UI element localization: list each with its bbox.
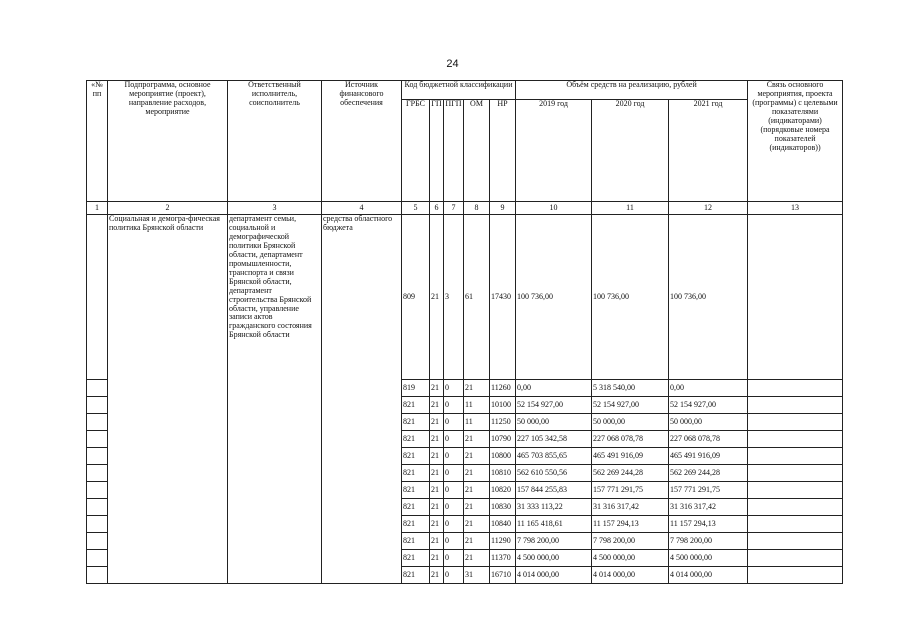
header-funds: Объём средств на реализацию, рублей — [516, 81, 748, 100]
column-number: 10 — [516, 202, 592, 215]
indicator-cell — [748, 431, 843, 448]
row-num-cell — [87, 448, 108, 465]
y2019-cell: 4 014 000,00 — [516, 567, 592, 584]
row-num-cell — [87, 397, 108, 414]
gp-cell: 21 — [430, 215, 444, 380]
column-number: 4 — [322, 202, 402, 215]
pgp-cell: 0 — [444, 499, 464, 516]
column-number: 11 — [592, 202, 669, 215]
y2020-cell: 50 000,00 — [592, 414, 669, 431]
indicator-cell — [748, 448, 843, 465]
grbs-cell: 821 — [402, 516, 430, 533]
column-number: 8 — [464, 202, 490, 215]
y2020-cell: 7 798 200,00 — [592, 533, 669, 550]
gp-cell: 21 — [430, 448, 444, 465]
column-number: 13 — [748, 202, 843, 215]
gp-cell: 21 — [430, 482, 444, 499]
y2019-cell: 562 610 550,56 — [516, 465, 592, 482]
grbs-cell: 821 — [402, 567, 430, 584]
indicator-cell — [748, 380, 843, 397]
row-num-cell — [87, 533, 108, 550]
budget-table — [86, 80, 843, 584]
om-cell: 11 — [464, 397, 490, 414]
indicator-cell — [748, 465, 843, 482]
executor-cell: департамент семьи, социальной и демографической политики Брянской области, департамент промышленности, транспорта и связи Брянской области, департамент строительства Брянской области, управление записи актов гражданского состояния Брянской области — [228, 215, 322, 584]
column-number: 12 — [669, 202, 748, 215]
grbs-cell: 821 — [402, 550, 430, 567]
y2019-cell: 4 500 000,00 — [516, 550, 592, 567]
pgp-cell: 0 — [444, 414, 464, 431]
row-num-cell — [87, 380, 108, 397]
om-cell: 31 — [464, 567, 490, 584]
column-number: 2 — [108, 202, 228, 215]
header-subprogram: Подпрограмма, основное мероприятие (проект), направление расходов, мероприятие — [108, 81, 228, 202]
y2021-cell: 157 771 291,75 — [669, 482, 748, 499]
nr-cell: 10100 — [490, 397, 516, 414]
indicator-cell — [748, 215, 843, 380]
grbs-cell: 821 — [402, 465, 430, 482]
pgp-cell: 0 — [444, 380, 464, 397]
page-number: 24 — [446, 58, 459, 70]
nr-cell: 16710 — [490, 567, 516, 584]
gp-cell: 21 — [430, 431, 444, 448]
grbs-cell: 819 — [402, 380, 430, 397]
column-number: 5 — [402, 202, 430, 215]
row-num-cell — [87, 516, 108, 533]
nr-cell: 17430 — [490, 215, 516, 380]
om-cell: 21 — [464, 533, 490, 550]
pgp-cell: 3 — [444, 215, 464, 380]
column-number-row — [87, 202, 843, 215]
header-indicators: Связь основного мероприятия, проекта (программы) с целевыми показателями (индикаторами) (порядковые номера показателей (индикаторов)) — [748, 81, 843, 202]
grbs-cell: 821 — [402, 533, 430, 550]
indicator-cell — [748, 414, 843, 431]
header-num: «№ пп — [87, 81, 108, 202]
column-number: 3 — [228, 202, 322, 215]
y2020-cell: 562 269 244,28 — [592, 465, 669, 482]
gp-cell: 21 — [430, 465, 444, 482]
y2020-cell: 227 068 078,78 — [592, 431, 669, 448]
nr-cell: 11260 — [490, 380, 516, 397]
y2020-cell: 52 154 927,00 — [592, 397, 669, 414]
gp-cell: 21 — [430, 516, 444, 533]
row-num-cell — [87, 567, 108, 584]
nr-cell: 10830 — [490, 499, 516, 516]
gp-cell: 21 — [430, 567, 444, 584]
y2021-cell: 11 157 294,13 — [669, 516, 748, 533]
header-row-1 — [87, 81, 843, 100]
y2020-cell: 465 491 916,09 — [592, 448, 669, 465]
indicator-cell — [748, 567, 843, 584]
column-number: 7 — [444, 202, 464, 215]
amount-2019-cell: 100 736,00 — [516, 215, 592, 380]
pgp-cell: 0 — [444, 533, 464, 550]
y2019-cell: 465 703 855,65 — [516, 448, 592, 465]
y2019-cell: 50 000,00 — [516, 414, 592, 431]
y2020-cell: 4 500 000,00 — [592, 550, 669, 567]
om-cell: 21 — [464, 448, 490, 465]
gp-cell: 21 — [430, 397, 444, 414]
table-row — [87, 215, 843, 380]
om-cell: 11 — [464, 414, 490, 431]
grbs-cell: 821 — [402, 499, 430, 516]
amount-2021-cell: 100 736,00 — [669, 215, 748, 380]
gp-cell: 21 — [430, 414, 444, 431]
column-number: 9 — [490, 202, 516, 215]
subprogram-cell: Социальная и демогра-фическая политика Брянской области — [108, 215, 228, 584]
header-nr: НР — [490, 100, 516, 202]
nr-cell: 11370 — [490, 550, 516, 567]
om-cell: 21 — [464, 380, 490, 397]
indicator-cell — [748, 397, 843, 414]
grbs-cell: 821 — [402, 448, 430, 465]
y2019-cell: 31 333 113,22 — [516, 499, 592, 516]
y2020-cell: 31 316 317,42 — [592, 499, 669, 516]
om-cell: 21 — [464, 516, 490, 533]
y2019-cell: 0,00 — [516, 380, 592, 397]
gp-cell: 21 — [430, 499, 444, 516]
source-cell: средства областного бюджета — [322, 215, 402, 584]
indicator-cell — [748, 499, 843, 516]
grbs-cell: 821 — [402, 431, 430, 448]
y2020-cell: 11 157 294,13 — [592, 516, 669, 533]
header-gp: ГП — [430, 100, 444, 202]
pgp-cell: 0 — [444, 550, 464, 567]
row-num-cell — [87, 215, 108, 380]
nr-cell: 11290 — [490, 533, 516, 550]
indicator-cell — [748, 550, 843, 567]
grbs-cell: 809 — [402, 215, 430, 380]
header-om: ОМ — [464, 100, 490, 202]
nr-cell: 10840 — [490, 516, 516, 533]
y2021-cell: 31 316 317,42 — [669, 499, 748, 516]
y2019-cell: 7 798 200,00 — [516, 533, 592, 550]
pgp-cell: 0 — [444, 431, 464, 448]
row-num-cell — [87, 465, 108, 482]
pgp-cell: 0 — [444, 516, 464, 533]
nr-cell: 10820 — [490, 482, 516, 499]
y2021-cell: 50 000,00 — [669, 414, 748, 431]
header-executor: Ответственный исполнитель, соисполнитель — [228, 81, 322, 202]
amount-2020-cell: 100 736,00 — [592, 215, 669, 380]
column-number: 6 — [430, 202, 444, 215]
header-grbs: ГРБС — [402, 100, 430, 202]
pgp-cell: 0 — [444, 397, 464, 414]
y2021-cell: 4 500 000,00 — [669, 550, 748, 567]
header-2021: 2021 год — [669, 100, 748, 202]
row-num-cell — [87, 482, 108, 499]
row-num-cell — [87, 550, 108, 567]
om-cell: 21 — [464, 431, 490, 448]
header-2020: 2020 год — [592, 100, 669, 202]
y2019-cell: 227 105 342,58 — [516, 431, 592, 448]
om-cell: 21 — [464, 465, 490, 482]
y2021-cell: 4 014 000,00 — [669, 567, 748, 584]
y2020-cell: 5 318 540,00 — [592, 380, 669, 397]
y2021-cell: 465 491 916,09 — [669, 448, 748, 465]
header-budget-code: Код бюджетной классификации — [402, 81, 516, 100]
y2020-cell: 4 014 000,00 — [592, 567, 669, 584]
pgp-cell: 0 — [444, 448, 464, 465]
header-2019: 2019 год — [516, 100, 592, 202]
pgp-cell: 0 — [444, 482, 464, 499]
om-cell: 21 — [464, 482, 490, 499]
grbs-cell: 821 — [402, 397, 430, 414]
gp-cell: 21 — [430, 533, 444, 550]
gp-cell: 21 — [430, 380, 444, 397]
grbs-cell: 821 — [402, 414, 430, 431]
row-num-cell — [87, 431, 108, 448]
y2021-cell: 0,00 — [669, 380, 748, 397]
grbs-cell: 821 — [402, 482, 430, 499]
y2021-cell: 52 154 927,00 — [669, 397, 748, 414]
y2021-cell: 562 269 244,28 — [669, 465, 748, 482]
column-number: 1 — [87, 202, 108, 215]
header-pgp: ПГП — [444, 100, 464, 202]
nr-cell: 11250 — [490, 414, 516, 431]
nr-cell: 10790 — [490, 431, 516, 448]
header-source: Источник финансового обеспечения — [322, 81, 402, 202]
y2019-cell: 11 165 418,61 — [516, 516, 592, 533]
nr-cell: 10810 — [490, 465, 516, 482]
y2020-cell: 157 771 291,75 — [592, 482, 669, 499]
y2021-cell: 227 068 078,78 — [669, 431, 748, 448]
indicator-cell — [748, 533, 843, 550]
y2019-cell: 52 154 927,00 — [516, 397, 592, 414]
om-cell: 61 — [464, 215, 490, 380]
y2019-cell: 157 844 255,83 — [516, 482, 592, 499]
gp-cell: 21 — [430, 550, 444, 567]
indicator-cell — [748, 516, 843, 533]
pgp-cell: 0 — [444, 465, 464, 482]
om-cell: 21 — [464, 499, 490, 516]
nr-cell: 10800 — [490, 448, 516, 465]
row-num-cell — [87, 414, 108, 431]
pgp-cell: 0 — [444, 567, 464, 584]
om-cell: 21 — [464, 550, 490, 567]
y2021-cell: 7 798 200,00 — [669, 533, 748, 550]
row-num-cell — [87, 499, 108, 516]
indicator-cell — [748, 482, 843, 499]
